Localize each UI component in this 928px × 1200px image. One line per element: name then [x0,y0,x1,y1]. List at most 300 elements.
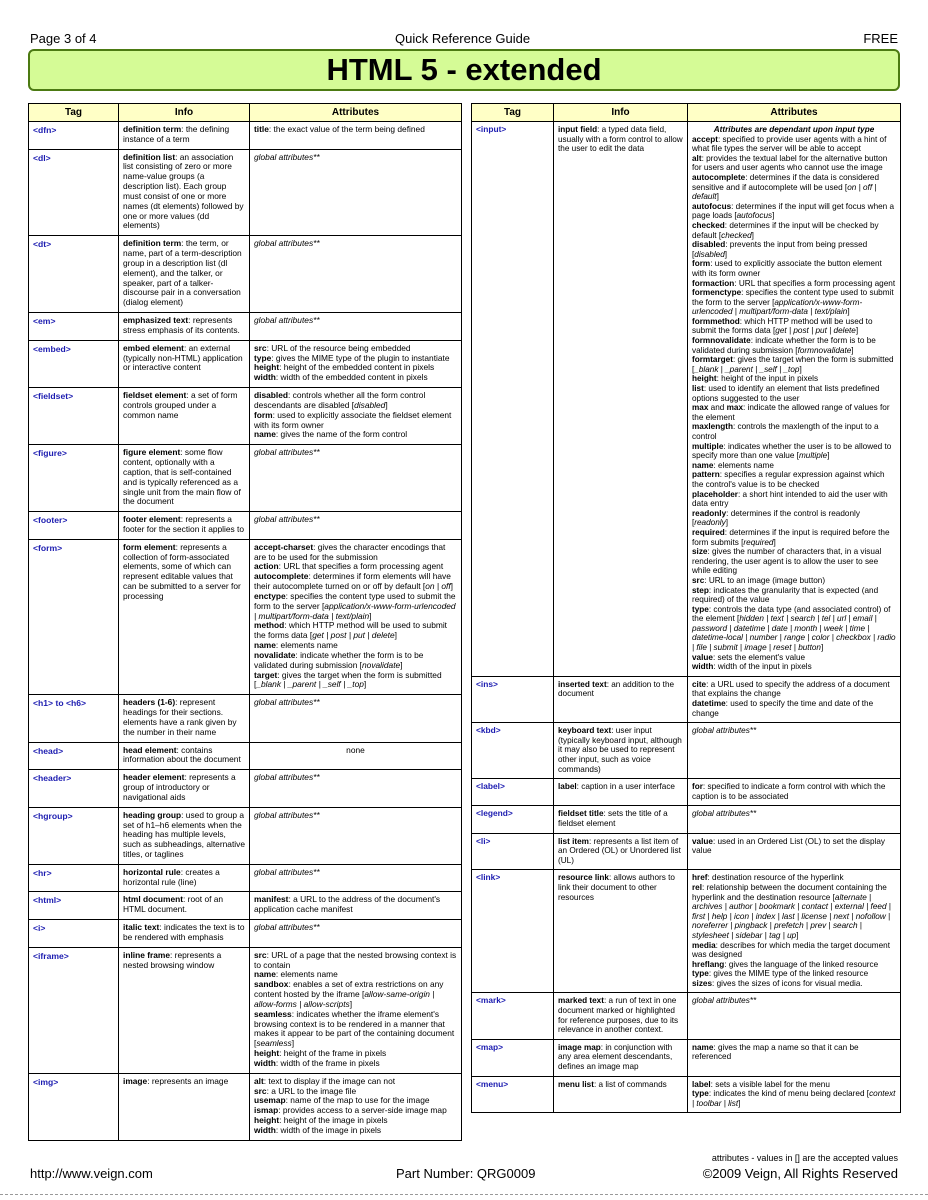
accepted-values: get | post | put | delete [312,630,395,641]
tag-cell: <hgroup> [29,807,119,864]
description-text: : determines if the data is considered sensitive and if autocomplete will be used [ [692,172,880,192]
description-text: ] [796,930,799,940]
table-row [29,340,462,387]
attribute-name: pattern [692,470,720,480]
attribute-name: html document [123,894,184,905]
attribute-name: definition list [123,151,176,162]
attribute-name: definition term [123,238,182,249]
attribute-name: name [692,1042,714,1052]
description-text: : represent headings for their sections. elements have a rank given by the number in their name [123,697,237,737]
tag-cell: <menu> [472,1076,554,1113]
description-text: : prevents the input from being pressed [ [692,240,868,259]
tag-cell: <link> [472,870,554,993]
price-label: FREE [863,31,898,46]
description-text: : used to specify the time and date of the change [692,699,874,718]
accepted-values: global attributes** [254,447,320,458]
description-text: : indicates the granularity that is expected (and required) of the value [692,585,879,605]
description-text: : provides access to a server-side image map [278,1105,447,1116]
description-text: : specified to provide user agents with a hint of what file types the server will be able to accept [692,134,887,154]
attribute-name: max [726,403,743,413]
description-text: : determines if the control is readonly [ [692,508,860,528]
table-row [29,539,462,694]
accepted-values: application/x-www-form-urlencoded | multipart/form-data | text/plain [692,297,863,317]
attribute-name: name [692,460,714,470]
attribute-name: form [692,259,711,269]
attribute-name: sandbox [254,979,289,990]
attributes-cell [250,512,462,540]
info-cell [554,676,688,722]
tag-cell: <dt> [29,236,119,313]
accepted-values: disabled [694,249,725,259]
table-row [29,770,462,807]
attributes-cell [688,1076,901,1113]
tag-cell: <header> [29,770,119,807]
description-text: : an addition to the document [558,679,675,699]
description-text: : determines if the input will get focus when a page loads [ [692,201,895,221]
attribute-name: height [692,374,717,384]
attributes-cell [688,870,901,993]
tag-cell: <head> [29,742,119,770]
description-text: : determines if form elements will have their autocomplete turned on or off by default [ [254,571,451,592]
description-text: ] [772,211,775,221]
attributes-cell [250,539,462,694]
description-text: : root of an HTML document. [123,894,224,915]
attributes-cell [250,388,462,445]
table-row [472,122,901,677]
attribute-name: footer element [123,514,181,525]
accepted-values: formnovalidate [797,345,852,355]
attribute-name: for [692,782,703,792]
attribute-name: headers (1-6) [123,697,176,708]
tag-cell: <figure> [29,445,119,512]
column-header-tag: Tag [29,104,119,122]
attribute-name: height [254,1048,280,1059]
accepted-values: alternate | archives | author | bookmark | contact | external | feed | first | help | icon | index | last | license | next | nofollow | noreferrer | pingback | prefetch | prev | search | stylesheet | sidebar | tag | up [692,892,891,940]
description-text: : relationship between the document containing the hyperlink and the destination resource [ [692,882,887,902]
attribute-name: form [254,409,273,420]
description-text: : a URL to the image file [266,1085,357,1096]
attributes-cell [250,313,462,341]
description-text: : a URL to the address of the document's application cache manifest [254,894,441,915]
description-text: : height of the embedded content in pixels [279,362,435,373]
attributes-cell [688,993,901,1039]
description-text: : specifies the content type used to submit the form to the server [ [692,288,894,307]
description-text: : a URL used to specify the address of a document that explains the change [692,679,890,699]
part-number: Part Number: QRG0009 [396,1166,536,1181]
tag-cell: <input> [472,122,554,677]
attribute-name: ismap [254,1105,279,1116]
description-text: ] [724,249,728,259]
description-text: : determines if the input is required before the form submits [ [692,527,890,547]
attribute-name: required [692,527,725,537]
description-text: ] [363,679,367,690]
table-header-row [472,104,901,122]
description-text: ] [450,581,453,592]
attribute-name: embed element [123,342,184,353]
attribute-name: href [692,873,708,883]
tag-cell: <html> [29,892,119,920]
info-cell [119,920,250,948]
description-text: : controls whether all the form control descendants are disabled [ [254,390,426,410]
attribute-name: sizes [692,978,713,988]
description-text: : indicate the allowed range of values for the element [692,403,890,422]
column-header-info: Info [554,104,688,122]
attribute-name: figure element [123,447,181,458]
table-row [29,1073,462,1140]
attribute-name: cite [692,679,707,689]
description-text: ] [820,643,824,653]
attribute-name: accept [692,134,718,144]
attribute-name: header element [123,772,185,783]
accepted-values: on | off | default [692,182,877,202]
description-text: : elements name [275,640,338,651]
table-row [472,779,901,806]
column-header-attributes: Attributes [250,104,462,122]
attribute-name: multiple [692,441,724,451]
attribute-name: definition term [123,124,182,134]
attribute-name: height [254,1115,280,1126]
tag-cell: <ins> [472,676,554,722]
info-cell [119,770,250,807]
attribute-name: media [692,940,716,950]
attribute-name: alt [254,1075,264,1086]
description-text: : sets a visible label for the menu [710,1079,830,1089]
table-row [29,388,462,445]
attribute-name: src [254,949,267,960]
table-row [29,947,462,1073]
attributes-cell [250,807,462,864]
description-text: : indicates whether the user is to be allowed to specify more than one value [ [692,441,892,461]
info-cell [119,1073,250,1140]
copyright: ©2009 Veign, All Rights Reserved [702,1166,898,1181]
attribute-name: formaction [692,278,735,288]
description-text: : gives the target when the form is submitted [ [254,669,442,690]
info-cell [119,807,250,864]
description-text: : describes for which media the target document was designed [692,940,890,960]
attribute-name: novalidate [254,649,296,660]
page-title: HTML 5 - extended [326,52,602,87]
tag-cell: <h1> to <h6> [29,695,119,742]
description-text: : gives the MIME type of the plugin to instantiate [271,352,450,363]
description-text: : the exact value of the term being defined [268,124,425,134]
description-text: : which HTTP method will be used to submit the forms data [ [692,316,873,336]
info-cell [119,695,250,742]
attribute-name: disabled [254,390,288,401]
attribute-name: italic text [123,922,160,933]
accepted-values: disabled [354,399,386,410]
description-text: ] [716,192,719,202]
description-text: : indicate whether the form is to be validated during submission [ [692,336,876,355]
title-banner [28,49,900,91]
description-text: : name of the map to use for the image [285,1095,430,1106]
attribute-name: type [692,969,709,979]
description-text: : the term, or name, part of a term-description group in a description list (dl element), and the talker, or speaker, part of a talker-discourse pair in a conversation (dialog element) [123,238,242,308]
description-text: : used to group a set of h1–h6 elements when the heading has multiple levels, such as subheadings, alternative titles, or taglines [123,809,245,859]
attribute-name: formtarget [692,355,733,365]
info-cell [119,864,250,892]
description-text: : elements name [275,969,338,980]
table-row [472,1076,901,1113]
left-reference-table [28,103,462,1141]
attribute-name: enctype [254,590,286,601]
description-text: : width of the image in pixels [275,1124,382,1135]
description-text: : URL to an image (image button) [704,575,826,585]
info-cell [554,723,688,779]
attribute-name: accept-charset [254,541,314,552]
description-text: : caption in a user interface [576,782,675,792]
info-cell [119,892,250,920]
description-text: : specifies the content type used to submit the form to the server [ [254,590,456,611]
attribute-name: value [692,652,713,662]
attributes-cell [688,833,901,870]
table-row [29,313,462,341]
attributes-cell [688,806,901,833]
description-text: : controls the maxlength of the input to a control [692,422,879,441]
description-text: : an association list consisting of zero or more name-value groups (a description list). Each group must consist of one or more names (dt elements) followed by one or more values (dd elements) [123,151,244,231]
attribute-name: rel [692,882,703,892]
info-cell [554,779,688,806]
accepted-values: on | off [425,581,451,592]
accepted-values: seamless [256,1038,292,1049]
info-cell [554,1076,688,1113]
right-reference-table [471,103,901,1113]
info-cell [554,833,688,870]
table-row [472,676,901,722]
description-text: : indicates the text is to be rendered with emphasis [123,922,245,942]
accepted-values: hidden | text | search | tel | url | email | password | datetime | date | month | week | time | datetime-local | number | range | color | checkbox | radio | file | submit | image | reset | button [692,614,896,653]
description-text: : user input (typically keyboard input, although it may also be used to represent other input, such as voice commands) [558,726,682,774]
description-text: : gives the number of characters that, in a visual rendering, the user agent is to allow the user to see while editing [692,547,882,576]
description-text: : allows authors to link their document to other resources [558,873,675,902]
attribute-name: image map [558,1042,601,1052]
description-text: : a short hint intended to aid the user with data entry [692,489,888,509]
attribute-name: heading group [123,809,182,820]
accepted-values: global attributes** [254,866,320,877]
info-cell [554,993,688,1039]
attribute-name: formenctype [692,288,742,298]
accepted-values: get | post | put | delete [775,326,856,336]
tag-cell: <iframe> [29,947,119,1073]
tag-cell: <label> [472,779,554,806]
description-text: : represents an image [147,1075,229,1086]
tag-cell: <li> [472,833,554,870]
description-text: : gives the character encodings that are to be used for the submission [254,541,446,562]
description-text: : URL of a page that the nested browsing context is to contain [254,949,457,970]
attributes-subheading: Attributes are dependant upon input type [713,125,875,134]
attribute-name: target [254,669,278,680]
attribute-name: label [692,1079,711,1089]
description-text: : used to explicitly associate the button element with its form owner [692,259,882,278]
info-cell [554,122,688,677]
description-text: : provides the textual label for the alternative button for users and user agents who cannot use the image [692,153,888,173]
attributes-cell [250,1073,462,1140]
description-text: : gives the language of the linked resource [724,959,879,969]
attribute-name: name [254,969,276,980]
description-text: : destination resource of the hyperlink [707,873,844,883]
attribute-values-note: attributes - values in [] are the accepted values [711,1153,898,1163]
description-text: : a typed data field, usually with a form control to allow the user to edit the data [558,125,683,154]
description-text: : gives the map a name so that it can be referenced [692,1042,859,1062]
attribute-name: src [254,1085,267,1096]
attributes-cell [250,947,462,1073]
column-header-info: Info [119,104,250,122]
attribute-name: emphasized text [123,315,189,326]
accepted-values: allow-same-origin | allow-forms | allow-scripts [254,989,435,1009]
attributes-cell [250,892,462,920]
accepted-values: global attributes** [254,514,320,525]
attribute-name: src [254,342,267,353]
info-cell [119,947,250,1073]
accepted-values: global attributes** [254,151,320,162]
attribute-name: datetime [692,699,726,709]
table-row [29,807,462,864]
page-footer [30,1166,898,1182]
description-text: : width of the embedded content in pixels [275,372,428,383]
description-text: ] [400,659,403,670]
description-text: : height of the frame in pixels [279,1048,387,1059]
table-row [29,695,462,742]
description-text: : width of the input in pixels [713,662,812,672]
attributes-cell [688,723,901,779]
info-cell [554,870,688,993]
attribute-name: action [254,561,279,572]
attributes-cell [688,676,901,722]
attribute-name: name [254,429,276,440]
table-row [29,149,462,236]
description-text: : represents a collection of form-associated elements, some of which can represent editable values that can be submitted to a server for processing [123,541,241,601]
page-number: Page 3 of 4 [30,31,97,46]
description-text: : gives the sizes of icons for visual media. [712,978,863,988]
accepted-values: application/x-www-form-urlencoded | multipart/form-data | text/plain [254,600,456,621]
attributes-cell [250,236,462,313]
attributes-cell [250,445,462,512]
attribute-name: method [254,620,285,631]
attributes-cell [250,149,462,236]
accepted-values: global attributes** [254,238,320,249]
table-row [29,864,462,892]
description-text: : width of the frame in pixels [275,1057,380,1068]
description-text: : an external (typically non-HTML) application or interactive content [123,342,243,373]
table-header-row [29,104,462,122]
description-text: : which HTTP method will be used to submit the forms data [ [254,620,448,641]
accepted-values: multiple [798,451,828,461]
page-edge [0,1194,928,1197]
attribute-name: label [558,782,577,792]
attribute-name: fieldset element [123,390,187,401]
accepted-values: checked [721,230,752,240]
description-text: and [708,403,727,413]
tag-cell: <dfn> [29,122,119,150]
description-text: : a set of form controls grouped under a common name [123,390,238,420]
tag-cell: <footer> [29,512,119,540]
description-text: : controls the data type (and associated control) of the element [ [692,604,891,624]
info-cell [119,539,250,694]
description-text: ] [847,307,850,317]
info-cell [119,340,250,387]
table-row [29,122,462,150]
description-text: : represents stress emphasis of its contents. [123,315,240,335]
description-text: : represents a nested browsing window [123,949,222,970]
table-row [29,742,462,770]
description-text: : some flow content, optionally with a caption, that is self-contained and is typically referenced as a single unit from the main flow of the document [123,447,241,507]
attribute-name: hreflang [692,959,725,969]
attribute-name: autofocus [692,201,732,211]
attribute-name: marked text [558,996,604,1006]
table-row [29,892,462,920]
accepted-values: _blank | _parent | _self | _top [694,364,800,374]
accepted-values: global attributes** [692,809,757,819]
description-text: : URL of the resource being embedded [266,342,411,353]
attributes-cell [250,340,462,387]
attribute-name: height [254,362,280,373]
table-row [472,723,901,779]
attribute-name: usemap [254,1095,286,1106]
attributes-cell [250,742,462,770]
description-text: : gives the name of the form control [275,429,408,440]
attribute-name: inline frame [123,949,171,960]
accepted-values: global attributes** [254,809,320,820]
description-text: : represents a list item of an Ordered (OL) or Unordered list (UL) [558,836,681,865]
description-text: ] [773,537,776,547]
attribute-name: type [692,604,709,614]
accepted-values: global attributes** [254,772,320,783]
guide-name: Quick Reference Guide [395,31,531,46]
accepted-values: global attributes** [254,697,320,708]
description-text: : indicate whether the form is to be validated during submission [ [254,649,424,670]
table-row [472,806,901,833]
accepted-values: novalidate [362,659,401,670]
table-row [29,445,462,512]
info-cell [554,1039,688,1076]
description-text: : URL that specifies a form processing agent [734,278,896,288]
column-header-attributes: Attributes [688,104,901,122]
attribute-name: placeholder [692,489,738,499]
table-row [472,1039,901,1076]
info-cell [119,313,250,341]
description-text: : represents a group of introductory or navigational aids [123,772,236,802]
accepted-values: global attributes** [692,996,757,1006]
tag-cell: <fieldset> [29,388,119,445]
tag-cell: <map> [472,1039,554,1076]
description-text: : the defining instance of a term [123,124,230,144]
accepted-values: _blank | _parent | _self | _top [256,679,364,690]
info-cell [119,236,250,313]
description-text: ] [751,230,754,240]
tag-cell: <img> [29,1073,119,1140]
info-cell [119,388,250,445]
description-text: : specified to indicate a form control with which the caption is to be associated [692,782,886,801]
attribute-name: alt [692,153,702,163]
accepted-values: global attributes** [692,726,757,736]
attribute-name: value [692,836,713,846]
description-text: : used to explicitly associate the fieldset element with its form owner [254,409,452,430]
attributes-cell [250,920,462,948]
description-text: ] [738,1098,741,1108]
attribute-name: list item [558,836,589,846]
attribute-name: seamless [254,1008,292,1019]
table-row [472,993,901,1039]
description-text: : in conjunction with any area element descendants, defines an image map [558,1042,673,1072]
attribute-name: type [692,1089,709,1099]
attribute-name: head element [123,744,177,755]
description-text: : indicates the kind of menu being declared [ [708,1089,870,1099]
description-text: ] [349,998,353,1009]
description-text: : represents a footer for the section it applies to [123,514,245,534]
attribute-name: src [692,575,705,585]
attribute-name: title [254,124,269,134]
attribute-name: formmethod [692,316,740,326]
info-cell [119,742,250,770]
